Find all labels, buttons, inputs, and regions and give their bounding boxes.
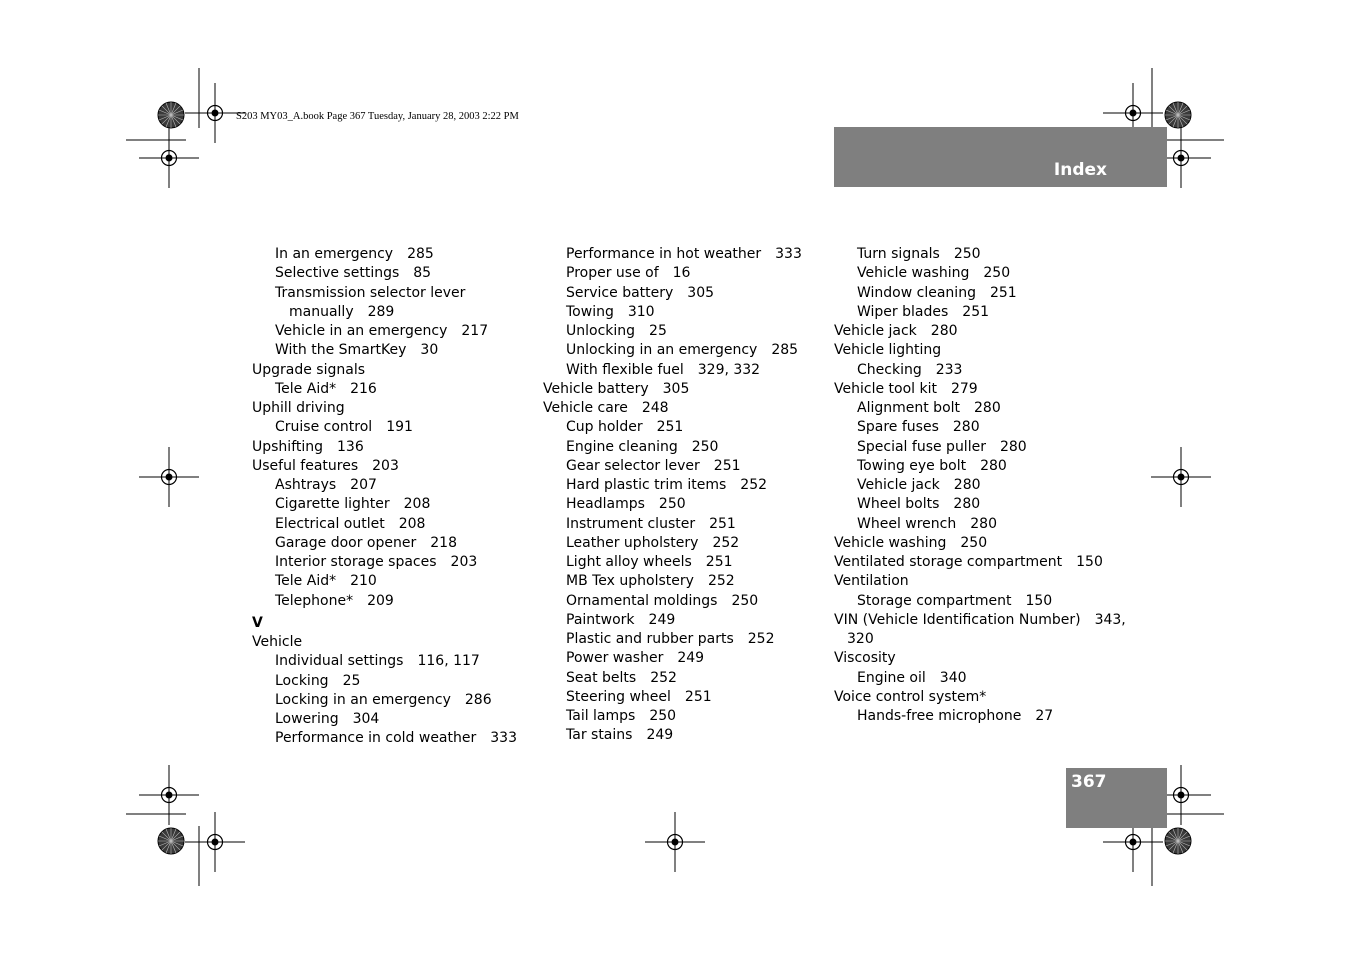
index-entry-pages: 209 <box>367 592 394 609</box>
index-entry-term: Transmission selector lever <box>275 284 466 301</box>
index-entry-term: Proper use of <box>566 265 659 282</box>
index-entry-pages: 280 <box>999 438 1027 455</box>
index-entry <box>834 649 1126 668</box>
index-entry-term: Turn signals <box>857 246 940 262</box>
index-entry-pages: 310 <box>627 303 655 320</box>
index-entry <box>834 707 1126 726</box>
index-entry-term: Towing eye bolt <box>857 457 967 474</box>
index-entry-term: Unlocking <box>566 323 636 339</box>
index-entry <box>543 322 802 341</box>
index-entry-pages: 250 <box>983 265 1011 282</box>
index-entry-term: Vehicle jack <box>834 323 917 339</box>
index-entry <box>834 341 1126 360</box>
index-entry-term: Cruise control <box>275 419 373 436</box>
index-entry-pages: 304 <box>352 711 380 727</box>
index-entry-pages: 280 <box>970 515 997 532</box>
index-entry <box>834 630 1126 649</box>
index-entry-term: Seat belts <box>566 669 637 686</box>
index-entry-term: Vehicle care <box>543 400 628 416</box>
index-entry-pages: 203 <box>372 457 399 474</box>
index-entry-term: Unlocking in an emergency <box>566 342 758 359</box>
index-entry-pages: 25 <box>649 323 667 339</box>
index-entry-pages: 217 <box>461 323 489 339</box>
index-entry <box>834 438 1126 457</box>
page-number: 367 <box>1071 772 1107 792</box>
index-entry-pages: 218 <box>430 534 457 551</box>
index-entry-term: Performance in cold weather <box>275 730 477 747</box>
index-entry-pages: 150 <box>1076 554 1103 570</box>
index-entry <box>252 572 517 591</box>
index-entry-term: Wheel wrench <box>857 515 957 532</box>
index-entry-term: Voice control system* <box>834 688 987 705</box>
index-entry-term: Cigarette lighter <box>275 496 390 513</box>
index-entry-term: Locking <box>275 672 329 689</box>
index-entry <box>834 264 1126 283</box>
index-entry-pages: 252 <box>747 631 775 647</box>
section-tab <box>834 127 1167 187</box>
index-entry-pages: 343, <box>1094 611 1126 628</box>
index-entry-pages: 250 <box>731 592 759 609</box>
index-entry <box>543 399 802 418</box>
index-entry <box>834 245 1126 264</box>
index-entry <box>834 284 1126 303</box>
index-entry-pages: 252 <box>712 534 740 551</box>
index-entry <box>252 729 517 748</box>
index-entry <box>834 476 1126 495</box>
index-entry <box>834 303 1126 322</box>
index-entry-term: Service battery <box>566 284 674 301</box>
index-entry-term: MB Tex upholstery <box>566 573 694 590</box>
index-entry-pages: 250 <box>658 496 686 513</box>
index-entry <box>543 515 802 534</box>
index-entry <box>543 418 802 437</box>
index-entry-term: Storage compartment <box>857 592 1012 609</box>
index-entry <box>252 515 517 534</box>
index-entry <box>252 361 517 380</box>
index-entry-pages: 285 <box>407 246 434 262</box>
index-entry <box>252 380 517 399</box>
index-entry-pages: 252 <box>650 669 677 686</box>
index-entry <box>543 284 802 303</box>
index-entry-pages: 191 <box>386 419 413 436</box>
index-entry-pages: 136 <box>337 438 364 455</box>
index-entry <box>252 322 517 341</box>
index-entry <box>543 264 802 283</box>
index-entry <box>834 572 1126 591</box>
index-entry-term: Upgrade signals <box>252 361 366 378</box>
index-entry-pages: 280 <box>953 477 981 493</box>
index-entry <box>543 611 802 630</box>
index-entry-term: Tar stains <box>566 727 633 744</box>
index-entry <box>252 710 517 729</box>
index-entry <box>252 672 517 691</box>
index-entry <box>543 592 802 611</box>
index-entry-term: Tail lamps <box>566 708 636 724</box>
index-entry-pages: 251 <box>684 688 712 705</box>
index-entry <box>252 592 517 611</box>
index-entry <box>834 534 1126 553</box>
index-entry-term: Special fuse puller <box>857 438 986 455</box>
index-entry-term: Vehicle washing <box>857 265 970 282</box>
index-entry <box>543 438 802 457</box>
index-entry <box>543 361 802 380</box>
index-entry <box>543 476 802 495</box>
index-entry-pages: 25 <box>342 672 361 689</box>
index-entry-pages: 251 <box>705 554 733 570</box>
index-column-2 <box>543 245 802 746</box>
index-entry-term: Vehicle lighting <box>834 342 942 359</box>
index-entry <box>543 534 802 553</box>
index-entry-term: Ornamental moldings <box>566 592 718 609</box>
index-entry-pages: 305 <box>662 380 690 397</box>
index-entry-pages: 203 <box>450 554 478 570</box>
index-entry <box>834 611 1126 630</box>
index-entry <box>543 572 802 591</box>
index-entry <box>252 495 517 514</box>
index-entry-term: V <box>252 614 263 631</box>
index-entry-term: Individual settings <box>275 653 404 670</box>
index-entry <box>834 669 1126 688</box>
index-entry-pages: 249 <box>648 611 676 628</box>
starburst-mark-top-left <box>158 102 184 128</box>
index-letter-heading <box>252 614 517 633</box>
index-entry-pages: 251 <box>709 515 736 532</box>
index-entry-term: Wiper blades <box>857 303 949 320</box>
index-entry-pages: 207 <box>350 477 377 493</box>
index-entry <box>252 534 517 553</box>
index-entry <box>834 553 1126 572</box>
index-entry-pages: 251 <box>989 284 1017 301</box>
index-entry-pages: 252 <box>740 477 768 493</box>
index-entry-term: Leather upholstery <box>566 534 699 551</box>
index-entry-pages: 251 <box>656 419 684 436</box>
index-entry-term: Vehicle <box>252 634 303 650</box>
index-entry-term: Vehicle washing <box>834 534 947 551</box>
index-entry-term: Performance in hot weather <box>566 246 762 262</box>
index-entry-term: Towing <box>566 303 614 320</box>
index-entry-term: Light alloy wheels <box>566 554 692 570</box>
index-entry <box>543 553 802 572</box>
index-entry-pages: 27 <box>1035 708 1054 724</box>
index-entry <box>252 418 517 437</box>
index-entry-term: Tele Aid* <box>275 573 337 590</box>
index-entry-pages: 333 <box>775 246 802 262</box>
index-entry <box>543 669 802 688</box>
index-entry-term: Headlamps <box>566 496 645 513</box>
index-entry-term: Upshifting <box>252 438 324 455</box>
index-entry <box>252 264 517 283</box>
index-entry-term: Spare fuses <box>857 419 939 436</box>
index-entry-term: Instrument cluster <box>566 515 696 532</box>
index-entry-term: Steering wheel <box>566 688 671 705</box>
index-entry-term: Tele Aid* <box>275 380 337 397</box>
index-entry-term: Garage door opener <box>275 534 417 551</box>
index-entry-pages: 280 <box>953 496 981 513</box>
index-entry <box>834 399 1126 418</box>
index-entry-pages: 333 <box>490 730 517 747</box>
index-entry-pages: 249 <box>646 727 674 744</box>
index-entry <box>543 649 802 668</box>
section-title: Index <box>1053 160 1107 180</box>
index-entry-term: Window cleaning <box>857 284 976 301</box>
index-entry <box>252 399 517 418</box>
index-entry-pages: 251 <box>962 303 990 320</box>
index-entry-term: Gear selector lever <box>566 457 700 474</box>
index-entry <box>252 284 517 303</box>
index-entry <box>252 691 517 710</box>
index-entry <box>252 303 517 322</box>
index-entry <box>543 630 802 649</box>
index-entry-term: manually <box>289 303 354 320</box>
index-entry-term: Useful features <box>252 457 359 474</box>
index-entry-term: 320 <box>847 631 874 647</box>
index-entry-term: Hard plastic trim items <box>566 477 727 493</box>
index-entry-pages: 329, 332 <box>697 361 761 378</box>
index-entry-pages: 340 <box>939 669 967 686</box>
index-entry-term: Electrical outlet <box>275 515 385 532</box>
index-entry <box>543 726 802 745</box>
index-entry <box>543 341 802 360</box>
index-entry-pages: 249 <box>677 650 705 667</box>
index-entry <box>834 322 1126 341</box>
index-entry-term: Checking <box>857 361 922 378</box>
index-entry-pages: 116, 117 <box>417 653 480 670</box>
index-entry-term: Vehicle in an emergency <box>275 323 448 339</box>
index-entry <box>834 688 1126 707</box>
index-entry <box>543 457 802 476</box>
index-entry-pages: 252 <box>707 573 735 590</box>
index-entry-pages: 280 <box>952 419 980 436</box>
index-entry-pages: 289 <box>367 303 395 320</box>
index-entry-pages: 305 <box>687 284 715 301</box>
index-entry <box>543 495 802 514</box>
index-entry-pages: 210 <box>350 573 377 590</box>
index-entry <box>252 652 517 671</box>
index-entry-term: Vehicle battery <box>543 380 649 397</box>
index-entry-pages: 216 <box>350 380 377 397</box>
index-entry-pages: 280 <box>980 457 1007 474</box>
starburst-mark-bottom-right <box>1165 828 1191 854</box>
index-entry <box>252 245 517 264</box>
index-entry-pages: 208 <box>398 515 426 532</box>
index-entry-term: Viscosity <box>834 650 896 667</box>
index-column-1 <box>252 245 517 749</box>
index-entry <box>834 361 1126 380</box>
index-entry <box>252 633 517 652</box>
index-entry-pages: 30 <box>420 342 439 359</box>
index-entry <box>252 457 517 476</box>
index-entry-pages: 250 <box>960 534 988 551</box>
index-entry-pages: 279 <box>950 380 978 397</box>
index-entry-term: Telephone* <box>275 592 354 609</box>
index-entry-term: VIN (Vehicle Identification Number) <box>834 611 1081 628</box>
index-entry-pages: 16 <box>672 265 691 282</box>
index-entry-term: Alignment bolt <box>857 400 961 416</box>
index-entry-pages: 250 <box>953 246 981 262</box>
index-entry <box>834 495 1126 514</box>
index-entry-term: Engine oil <box>857 669 926 686</box>
page-number-tab <box>1066 768 1167 828</box>
index-entry-term: Lowering <box>275 711 339 727</box>
index-entry <box>834 592 1126 611</box>
index-entry-pages: 150 <box>1025 592 1053 609</box>
index-entry <box>252 438 517 457</box>
index-entry-term: Vehicle jack <box>857 477 940 493</box>
index-entry <box>834 515 1126 534</box>
index-entry-pages: 251 <box>713 457 741 474</box>
index-entry-pages: 285 <box>771 342 799 359</box>
index-entry-pages: 208 <box>403 496 431 513</box>
index-entry-term: Engine cleaning <box>566 438 678 455</box>
index-entry-term: Ventilated storage compartment <box>834 554 1063 570</box>
starburst-mark-top-right <box>1165 102 1191 128</box>
index-entry-pages: 280 <box>974 400 1001 416</box>
index-entry-term: With the SmartKey <box>275 342 407 359</box>
index-entry <box>834 380 1126 399</box>
index-entry-pages: 233 <box>935 361 963 378</box>
index-entry-term: In an emergency <box>275 246 394 262</box>
index-entry-term: Uphill driving <box>252 400 345 416</box>
index-entry-term: Ventilation <box>834 573 909 590</box>
index-entry-pages: 250 <box>691 438 719 455</box>
index-entry-term: Selective settings <box>275 265 400 282</box>
index-entry-pages: 286 <box>464 691 492 708</box>
index-entry-term: Plastic and rubber parts <box>566 631 734 647</box>
index-entry-term: Vehicle tool kit <box>834 380 937 397</box>
index-entry-pages: 85 <box>413 265 432 282</box>
index-column-3 <box>834 245 1126 726</box>
index-entry <box>543 688 802 707</box>
index-entry-term: Cup holder <box>566 419 643 436</box>
index-entry-term: Hands-free microphone <box>857 708 1022 724</box>
index-entry-term: Locking in an emergency <box>275 691 451 708</box>
index-entry-term: Paintwork <box>566 611 635 628</box>
index-entry <box>543 380 802 399</box>
index-entry <box>834 418 1126 437</box>
book-file-header: S203 MY03_A.book Page 367 Tuesday, January 28, 2003 2:22 PM <box>236 111 519 122</box>
index-entry-pages: 248 <box>641 400 669 416</box>
index-entry-term: Interior storage spaces <box>275 554 437 570</box>
index-entry-pages: 250 <box>649 708 677 724</box>
index-entry <box>834 457 1126 476</box>
index-entry <box>543 303 802 322</box>
index-entry-term: Wheel bolts <box>857 496 940 513</box>
index-entry-term: With flexible fuel <box>566 361 684 378</box>
index-entry <box>252 553 517 572</box>
index-entry-term: Power washer <box>566 650 664 667</box>
index-entry <box>543 245 802 264</box>
index-entry <box>252 476 517 495</box>
index-entry-term: Ashtrays <box>275 477 337 493</box>
index-entry <box>543 707 802 726</box>
index-entry <box>252 341 517 360</box>
index-entry-pages: 280 <box>930 323 958 339</box>
starburst-mark-bottom-left <box>158 828 184 854</box>
